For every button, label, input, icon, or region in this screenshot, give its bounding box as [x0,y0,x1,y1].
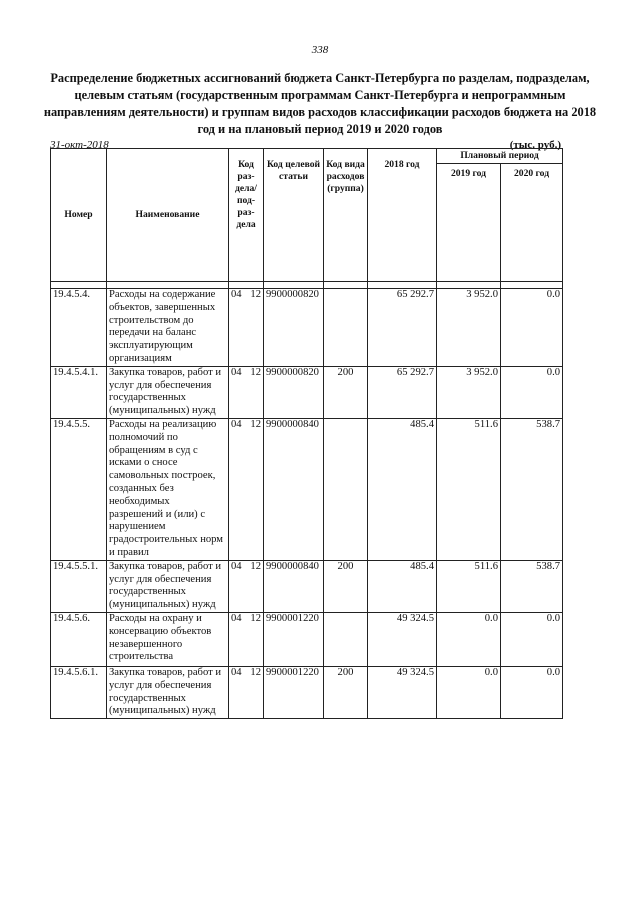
row-2020: 0.0 [501,289,563,367]
row-number: 19.4.5.5. [51,418,107,560]
row-2019: 0.0 [437,666,501,718]
table-row [51,366,563,418]
row-subsection: 12 [250,612,261,624]
table-row [51,289,563,367]
row-type-code [324,289,368,367]
row-name: Закупка товаров, работ и услуг для обеспечения государственных (муниципальных) нужд [107,666,229,718]
row-type-code: 200 [324,666,368,718]
header-number: Номер [51,149,107,282]
row-section: 04 [231,612,242,624]
row-2018: 485.4 [368,418,437,560]
header-section: Код раз-дела/ под-раз-дела [229,149,264,282]
row-section-code [229,612,264,666]
row-section: 04 [231,366,242,378]
header-type: Код вида расходов (группа) [324,149,368,282]
row-2018: 485.4 [368,560,437,612]
header-plan-period: Плановый период [437,149,563,164]
table-row [51,666,563,718]
row-section-code [229,666,264,718]
row-type-code: 200 [324,560,368,612]
row-2019: 3 952.0 [437,289,501,367]
row-target-code: 9900000820 [264,366,324,418]
budget-table [50,148,563,719]
row-target-code: 9900000840 [264,560,324,612]
row-number: 19.4.5.6. [51,612,107,666]
row-2019: 3 952.0 [437,366,501,418]
row-subsection: 12 [250,666,261,678]
row-section: 04 [231,418,242,430]
row-2020: 538.7 [501,560,563,612]
row-type-code [324,612,368,666]
document-date: 31-окт-2018 [50,139,109,151]
header-target: Код целевой статьи [264,149,324,282]
header-2020: 2020 год [501,164,563,282]
row-name: Расходы на охрану и консервацию объектов незавершенного строительства [107,612,229,666]
row-section-code [229,366,264,418]
row-number: 19.4.5.6.1. [51,666,107,718]
row-subsection: 12 [250,289,261,300]
row-2020: 0.0 [501,366,563,418]
row-target-code: 9900001220 [264,612,324,666]
row-section: 04 [231,289,242,300]
row-2019: 511.6 [437,560,501,612]
row-subsection: 12 [250,418,261,430]
row-2019: 0.0 [437,612,501,666]
page-number: 338 [311,44,329,56]
row-2018: 65 292.7 [368,366,437,418]
row-name: Закупка товаров, работ и услуг для обеспечения государственных (муниципальных) нужд [107,366,229,418]
row-target-code: 9900001220 [264,666,324,718]
row-section-code [229,418,264,560]
row-type-code: 200 [324,366,368,418]
row-2018: 49 324.5 [368,666,437,718]
document-title: Распределение бюджетных ассигнований бюджета Санкт-Петербурга по разделам, подразделам, целевым статьям (государственным программам Санкт-Петербурга и непрограммным направлениям деятельности) и группам видов расходов классификации расходов бюджета на 2018 год и на плановый период 2019 и 2020 годов [43,71,597,136]
row-name: Закупка товаров, работ и услуг для обеспечения государственных (муниципальных) нужд [107,560,229,612]
units-label: (тыс. руб.) [509,139,561,151]
header-2018: 2018 год [368,149,437,282]
row-section: 04 [231,560,242,572]
row-type-code [324,418,368,560]
header-name: Наименование [107,149,229,282]
row-section: 04 [231,666,242,678]
row-section-code [229,560,264,612]
row-name: Расходы на содержание объектов, завершенных строительством до передачи на баланс эксплуатирующим организациям [107,289,229,367]
row-number: 19.4.5.5.1. [51,560,107,612]
row-section-code [229,289,264,367]
row-target-code: 9900000840 [264,418,324,560]
header-2019: 2019 год [437,164,501,282]
row-name: Расходы на реализацию полномочий по обращениям в суд с исками о сносе самовольных построек, созданных без необходимых разрешений и (или) с нарушением градостроительных норм и правил [107,418,229,560]
row-subsection: 12 [250,560,261,572]
table-row [51,418,563,560]
row-number: 19.4.5.4. [51,289,107,367]
row-2020: 538.7 [501,418,563,560]
row-2020: 0.0 [501,666,563,718]
row-2018: 65 292.7 [368,289,437,367]
row-2018: 49 324.5 [368,612,437,666]
row-target-code: 9900000820 [264,289,324,367]
row-2019: 511.6 [437,418,501,560]
row-2020: 0.0 [501,612,563,666]
row-subsection: 12 [250,366,261,378]
table-row [51,560,563,612]
table-row [51,612,563,666]
row-number: 19.4.5.4.1. [51,366,107,418]
